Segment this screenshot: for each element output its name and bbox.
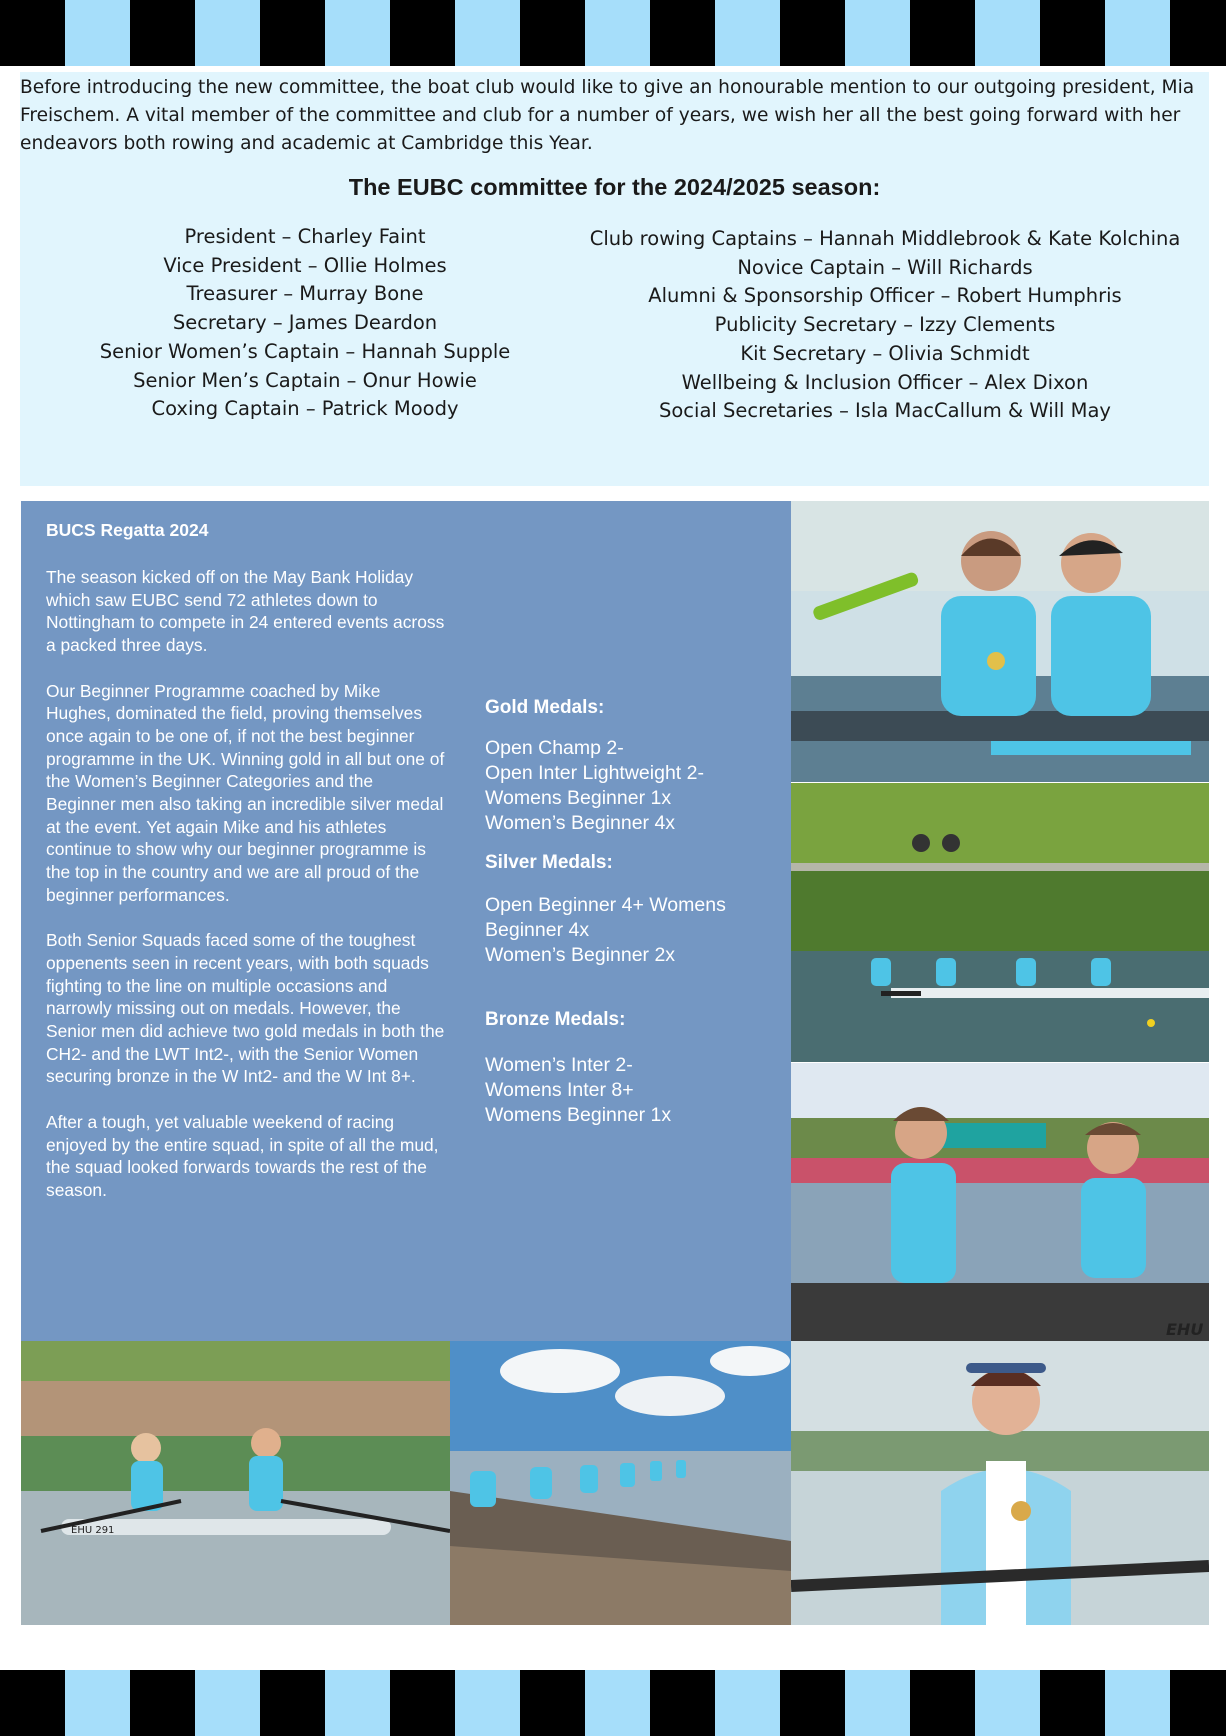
medal-item: Women’s Beginner 2x xyxy=(485,944,676,966)
medal-item: Womens Beginner 1x xyxy=(485,787,672,809)
role-coxing-captain: Coxing Captain – Patrick Moody xyxy=(151,397,459,421)
boat-label-ehu-291: EHU 291 xyxy=(71,1525,115,1536)
role-treasurer: Treasurer – Murray Bone xyxy=(186,282,424,306)
bucs-regatta-panel xyxy=(21,501,791,1341)
boat-label-ehu: EHU xyxy=(1166,1320,1204,1339)
medal-item: Open Inter Lightweight 2- xyxy=(485,762,704,784)
bronze-medals-list xyxy=(485,1053,785,1128)
silver-medals-heading: Silver Medals: xyxy=(485,852,613,873)
role-vice-president: Vice President – Ollie Holmes xyxy=(163,253,447,277)
role-club-rowing-captains: Club rowing Captains – Hannah Middlebrook & Kate Kolchina xyxy=(589,227,1181,250)
photo-mens-pair-race xyxy=(21,1341,450,1625)
photo-woman-medal xyxy=(791,1341,1209,1625)
bronze-medals-heading: Bronze Medals: xyxy=(485,1009,626,1030)
committee-roles-left xyxy=(60,223,550,424)
role-wellbeing-officer: Wellbeing & Inclusion Officer – Alex Dixon xyxy=(681,370,1089,394)
photo-womens-quad xyxy=(791,783,1209,1062)
bucs-paragraph: The season kicked off on the May Bank Holiday which saw EUBC send 72 athletes down to Nottingham to compete in 24 entered events across a packed three days. xyxy=(46,567,445,656)
role-senior-mens-captain: Senior Men’s Captain – Onur Howie xyxy=(133,368,477,392)
silver-medals-list xyxy=(485,893,785,968)
bucs-report xyxy=(46,566,446,1224)
medal-item: Beginner 4x xyxy=(485,919,590,941)
bucs-paragraph: Both Senior Squads faced some of the toughest oppenents seen in recent years, with both squads fighting to the line on multiple occasions and narrowly missing out on medals. However, the Senior men did achieve two gold medals in both the CH2- and the LWT Int2-, with the Senior Women securing bronze in the W Int2- and the W Int 8+. xyxy=(46,930,445,1087)
role-kit-secretary: Kit Secretary – Olivia Schmidt xyxy=(740,341,1030,365)
bucs-title: BUCS Regatta 2024 xyxy=(46,520,209,540)
medal-item: Womens Inter 8+ xyxy=(485,1079,634,1101)
medal-item: Womens Beginner 1x xyxy=(485,1104,672,1126)
committee-panel xyxy=(20,72,1209,486)
intro-paragraph: Before introducing the new committee, the boat club would like to give an honourable mention to our outgoing president, Mia Freischem. A vital member of the committee and club for a number of years, we wish her all the best going forward with her endeavors both rowing and academic at Cambridge this Year. xyxy=(20,77,1195,154)
bucs-paragraph: Our Beginner Programme coached by Mike Hughes, dominated the field, proving themselves once again to be one of, if not the best beginner programme in the UK. Winning gold in all but one of the Women’s Beginner Categories and the Beginner men also taking an incredible silver medal at the event. Yet again Mike and his athletes continue to show why our beginner programme is the top in the country and we are all proud of the beginner performances. xyxy=(46,680,445,905)
top-stripe-border xyxy=(0,0,1226,66)
role-publicity-secretary: Publicity Secretary – Izzy Clements xyxy=(714,313,1056,337)
role-novice-captain: Novice Captain – Will Richards xyxy=(737,255,1033,279)
role-alumni-sponsorship: Alumni & Sponsorship Officer – Robert Humphris xyxy=(648,284,1122,308)
role-president: President – Charley Faint xyxy=(184,225,426,248)
photo-womens-eight xyxy=(450,1341,791,1625)
medal-results xyxy=(485,697,785,1128)
medal-item: Women’s Beginner 4x xyxy=(485,812,676,834)
committee-roles-right xyxy=(550,225,1220,426)
role-secretary: Secretary – James Deardon xyxy=(172,311,438,335)
medal-item: Women’s Inter 2- xyxy=(485,1054,633,1076)
photo-womens-pair-medals xyxy=(791,1063,1209,1341)
gold-medals-heading: Gold Medals: xyxy=(485,697,605,718)
medal-item: Open Beginner 4+ Womens xyxy=(485,894,726,916)
gold-medals-list xyxy=(485,736,785,836)
medal-item: Open Champ 2- xyxy=(485,737,624,759)
role-senior-womens-captain: Senior Women’s Captain – Hannah Supple xyxy=(99,339,511,363)
photo-mens-pair-medals xyxy=(791,501,1209,782)
bottom-stripe-border xyxy=(0,1670,1226,1736)
committee-heading: The EUBC committee for the 2024/2025 season: xyxy=(348,174,881,200)
role-social-secretaries: Social Secretaries – Isla MacCallum & Will May xyxy=(659,399,1111,423)
bucs-paragraph: After a tough, yet valuable weekend of racing enjoyed by the entire squad, in spite of all the mud, the squad looked forwards towards the rest of the season. xyxy=(46,1111,439,1200)
